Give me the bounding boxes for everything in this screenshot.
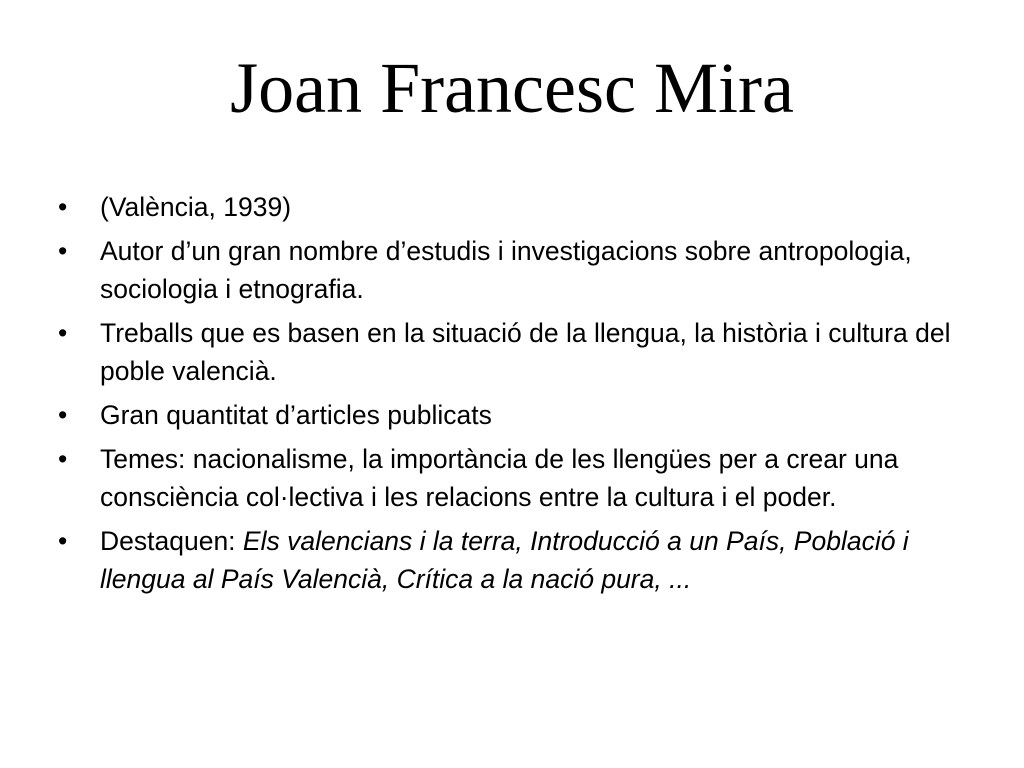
slide-title: Joan Francesc Mira [230, 48, 794, 128]
bullet-text: Autor d’un gran nombre d’estudis i investigacions sobre antropologia, sociologia i etnografia. [100, 236, 912, 304]
bullet-icon: • [58, 444, 68, 474]
bullet-text-prefix: Destaquen: [100, 526, 243, 556]
bullet-item-birth [58, 188, 968, 226]
bullet-text: Temes: nacionalisme, la importància de les llengües per a crear una consciència col·lectiva i les relacions entre la cultura i el poder. [100, 444, 899, 512]
bullet-icon: • [58, 318, 68, 348]
bullet-item-works [58, 314, 968, 390]
bullet-text: Treballs que es basen en la situació de la llengua, la història i cultura del poble valencià. [100, 318, 951, 386]
bullet-item-author [58, 232, 968, 308]
bullet-item-articles [58, 396, 968, 434]
bullet-text: Gran quantitat d’articles publicats [100, 400, 492, 430]
bullet-item-highlights [58, 522, 968, 598]
bullet-item-themes [58, 440, 968, 516]
bullet-list [58, 188, 968, 604]
bullet-text-italic: Els valencians i la terra, Introducció a un País, Població i llengua al País Valencià, Crítica a la nació pura, ... [100, 526, 909, 594]
bullet-text: (València, 1939) [100, 192, 292, 222]
bullet-icon: • [58, 192, 68, 222]
bullet-icon: • [58, 526, 68, 556]
bullet-icon: • [58, 236, 68, 266]
bullet-icon: • [58, 400, 68, 430]
